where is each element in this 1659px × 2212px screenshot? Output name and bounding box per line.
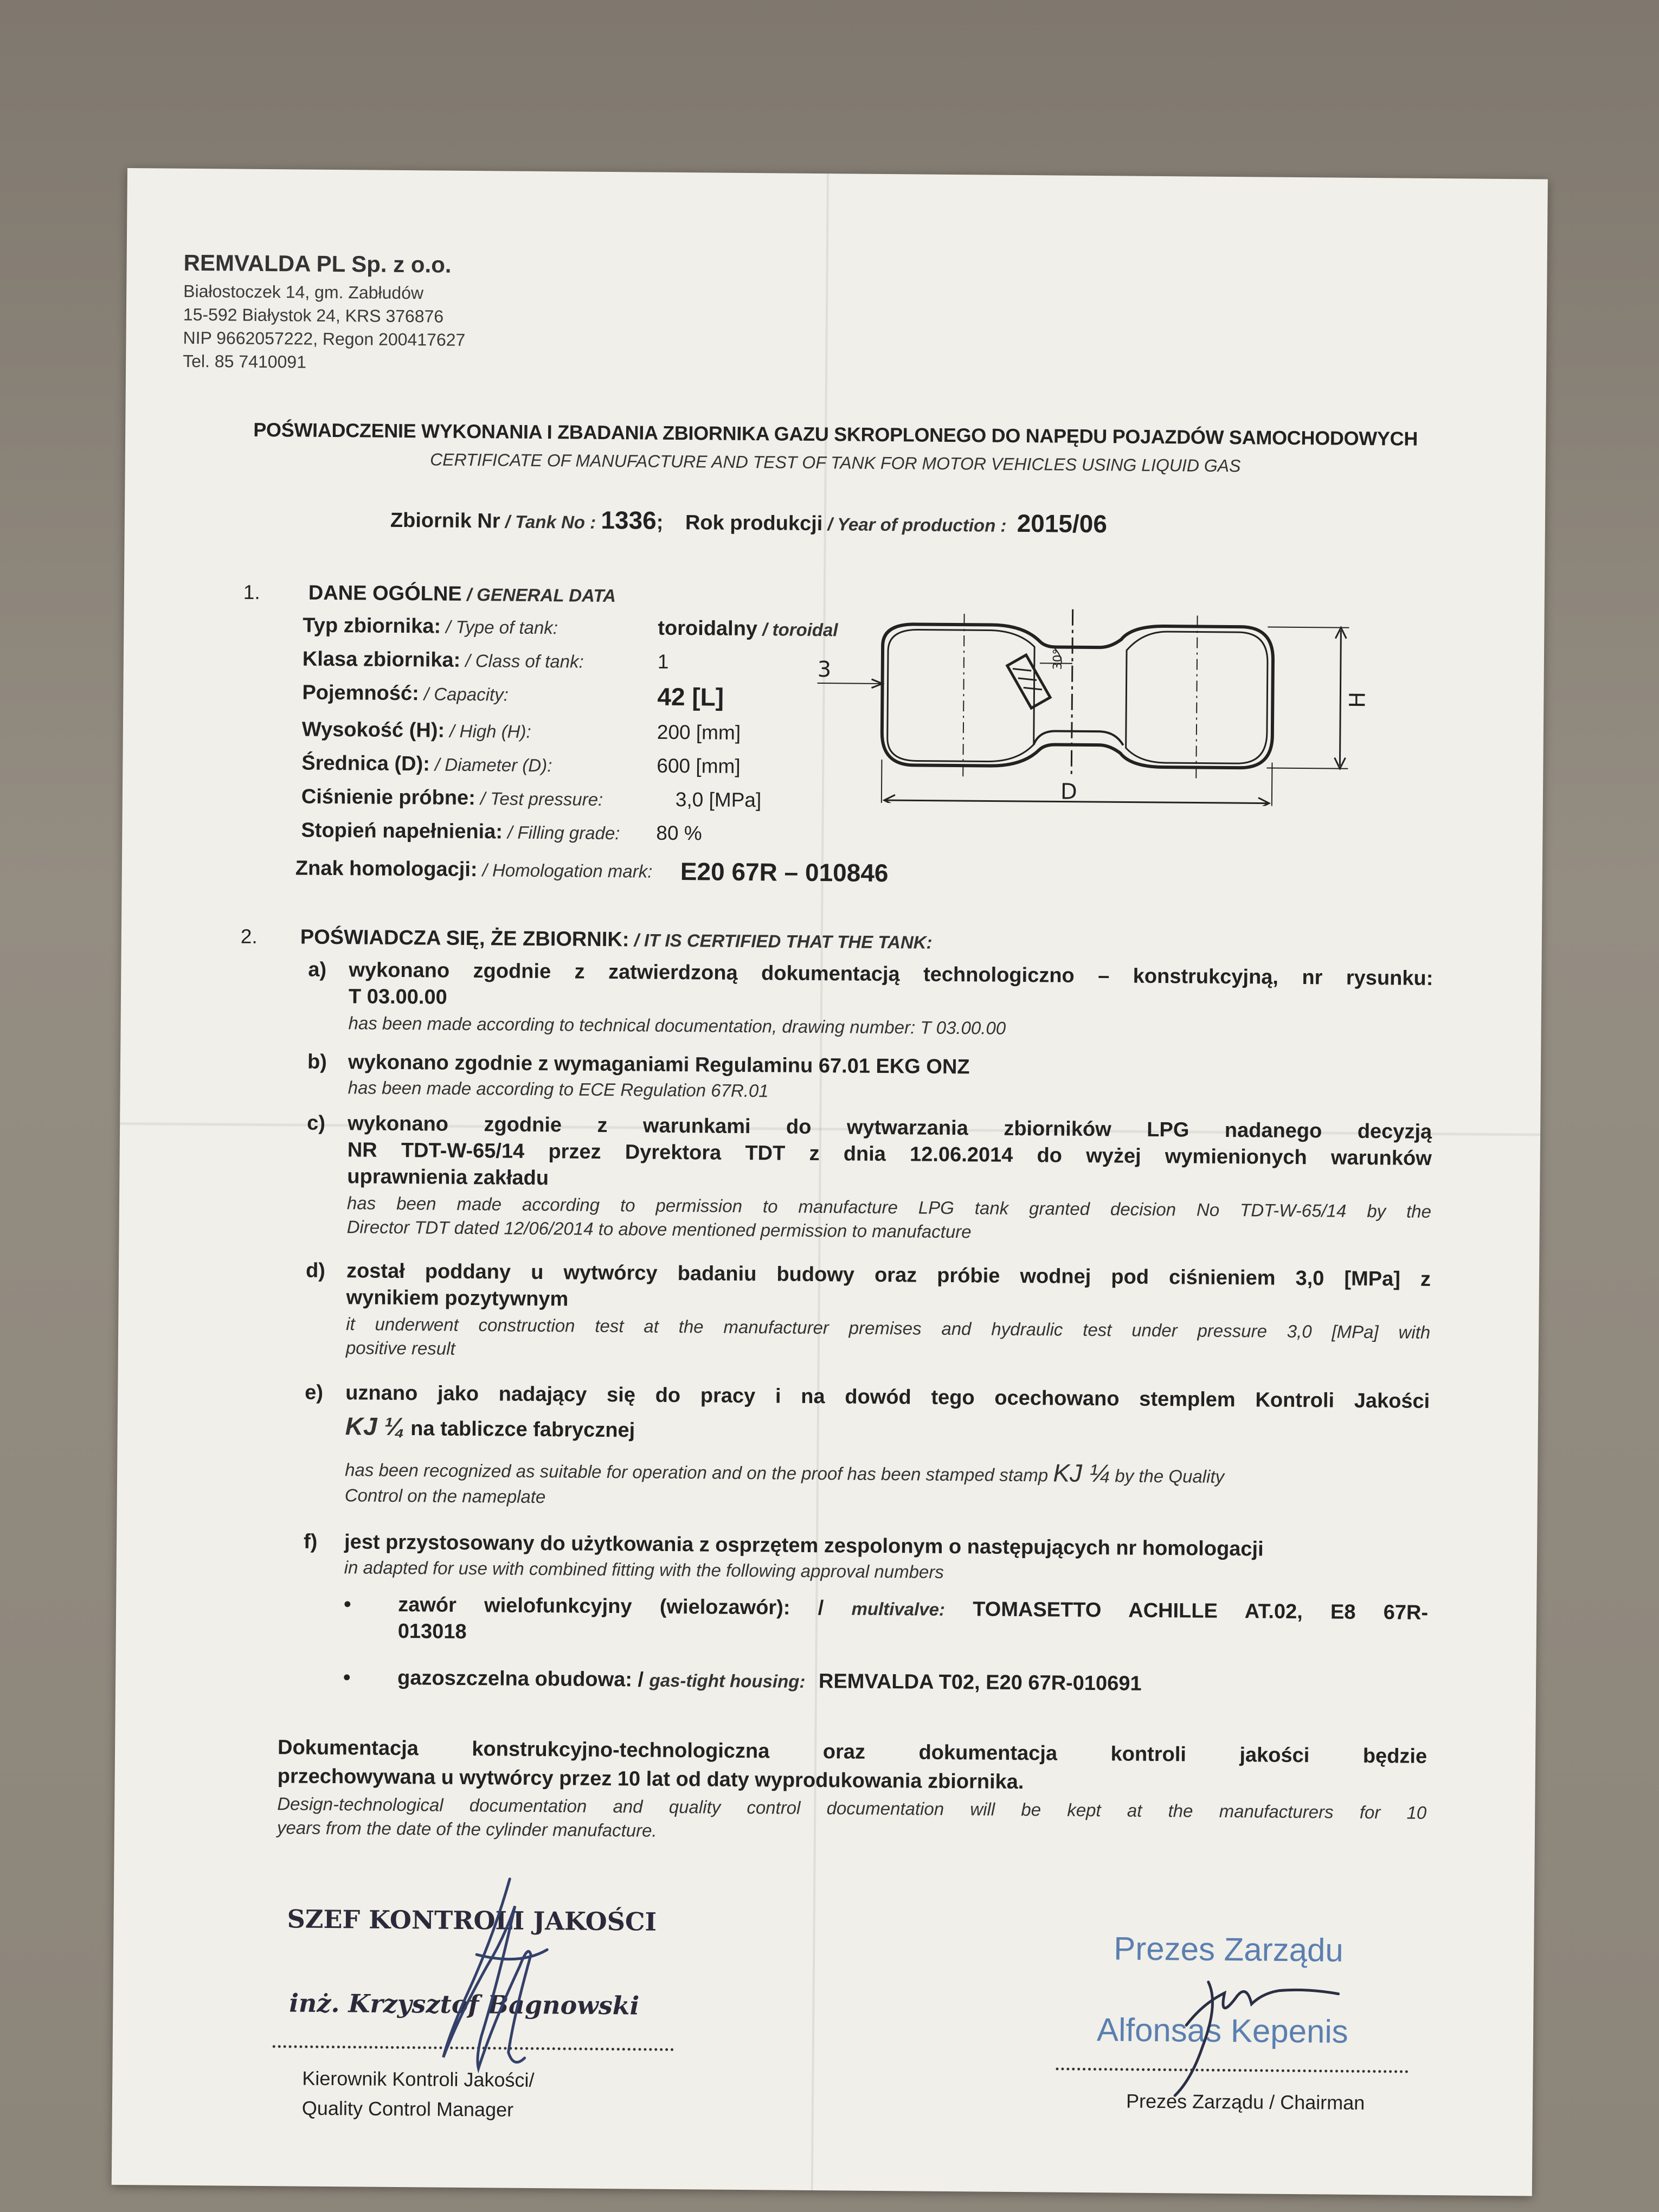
bullet-icon: • — [343, 1666, 351, 1689]
diagram-wall-label: 3 — [817, 657, 832, 683]
qc-stamp-title: SZEF KONTROLI JAKOŚCI — [287, 1904, 657, 1937]
section2-number: 2. — [240, 925, 258, 948]
homologation-row: Znak homologacji: / Homologation mark: E20 67R – 010846 — [295, 857, 889, 888]
title-en: CERTIFICATE OF MANUFACTURE AND TEST OF TANK FOR MOTOR VEHICLES USING LIQUID GAS — [430, 449, 1241, 476]
company-nip: NIP 9662057222, Regon 200417627 — [183, 327, 466, 350]
section1-number: 1. — [243, 581, 260, 603]
title-pl: POŚWIADCZENIE WYKONANIA I ZBADANIA ZBIORNIKA GAZU SKROPLONEGO DO NAPĘDU POJAZDÓW SAMOCHODOWYCH — [253, 418, 1418, 450]
company-header — [183, 250, 466, 374]
certificate-document: REMVALDA PL Sp. z o.o. Białostoczek 14, gm. Zabłudów 15-592 Białystok 24, KRS 376876 NIP 9662057222, Regon 200417627 Tel. 85 7410091 POŚWIADCZENIE WYKONANIA I ZBADANIA ZBIORNIKA GAZU SKROPLONEGO DO NAPĘDU POJAZDÓW SAMOCHODOWYCH CERTIFICATE OF MANUFACTURE AND TEST OF TANK FOR MOTOR VEHICLES USING LIQUID GAS Zbiornik Nr / Tank No : 1336; Rok produkcji / Year of production : 2015/06 1. DANE OGÓLNE / GENERAL DATA Typ zbiornika: / Type of tank: toroidalny / toroidal Klasa zbiornika: / Class of tank: 1 Pojemność: / Capacity: 42 [L] Wysokość (H): / High (H): 200 [mm] Średnica (D): / Diameter (D): 600 [mm] Ciśnienie próbne: / Test pressure: 3,0 [MPa] Stopień napełnienia: / Filling grade: 80 % Znak homologacji: / Homologation mark: E20 67R – 010846 30° H D 3 2. POŚWIADCZA SIĘ, ŻE ZBIORNIK: / IT IS CERTIFIED THAT THE TANK: a) wykonano zgodnie z zatwierdzoną dokumentacją technologiczno – konstrukcyjną, nr rysunku: T 03.00.00 has been made according to technical documentation, drawing number: T 03.00.00 b) wykonano zgodnie z wymaganiami Regulaminu 67.01 EKG ONZ has been made according to ECE Regulation 67R.01 c) wykonano zgodnie z warunkami do wytwarzania zbiorników LPG nadanego decyzją NR TDT-W-65/14 przez Dyrektora TDT z dnia 12.06.2014 do wyżej wymienionych warunków uprawnienia zakładu has been made according to permission to manufacture LPG tank granted decision No TDT-W-65/14 by the Director TDT dated 12/06/2014 to above mentioned permission to manufacture d) został poddany u wytwórcy badaniu budowy oraz próbie wodnej pod ciśnieniem 3,0 [MPa] z wynikiem pozytywnym it underwent construction test at the manufacturer premises and hydraulic test under pressure 3,0 [MPa] with positive result e) uznano jako nadający się do pracy i na dowód tego ocechowano stemplem Kontroli Jakości KJ ¼ na tabliczce fabrycznej has been recognized as suitable for operation and on the proof has been stamped stamp KJ ¼ by the Quality Control on the nameplate f) jest przystosowany do użytkowania z osprzętem zespolonym o następujących nr homologacji in adapted for use with combined fitting with the following approval numbers • zawór wielofunkcyjny (wielozawór): / multivalve: TOMASETTO ACHILLE AT.02, E8 67R- 013018 • gazoszczelna obudowa: / gas-tight housing: REMVALDA T02, E20 67R-010691 Dokumentacja konstrukcyjno-technologiczna oraz dokumentacja kontroli jakości będzie przechowywana u wytwórcy przez 10 lat od daty wyprodukowania zbiornika. Design-technological documentation and quality control documentation will be kept at the manufacturers for 10 years from the date of the cylinder manufacture. SZEF KONTROLI JAKOŚCI inż. Krzysztof Bagnowski Kierownik Kontroli Jakości/ Quality Control Manager Prezes Zarządu Alfonsas Kepenis Prezes Zarządu / Chairman — [112, 168, 1548, 2196]
qc-stamp-name: inż. Krzysztof Bagnowski — [289, 1988, 640, 2021]
data-row: Ciśnienie próbne: / Test pressure: 3,0 [MPa] — [301, 785, 762, 812]
company-address-2: 15-592 Białystok 24, KRS 376876 — [183, 304, 444, 326]
tank-line: Zbiornik Nr / Tank No : 1336; Rok produkcji / Year of production : 2015/06 — [390, 505, 1108, 538]
company-address-1: Białostoczek 14, gm. Zabłudów — [183, 281, 424, 303]
signature-left — [383, 1873, 602, 2102]
closing-paragraph: Dokumentacja konstrukcyjno-technologiczna oraz dokumentacja kontroli jakości będzie przechowywana u wytwórcy przez 10 lat od daty wyprodukowania zbiornika. Design-technological documentation and quality control documentation will be kept at the manufacturers for 10 years from the date of the cylinder manufacture. — [276, 1736, 1427, 1841]
data-row: Średnica (D): / Diameter (D): 600 [mm] — [301, 751, 741, 777]
chairman-stamp-name: Alfonsas Kepenis — [1096, 2011, 1348, 2050]
clause-b: wykonano zgodnie z wymaganiami Regulaminu 67.01 EKG ONZ has been made according to ECE Regulation 67R.01 — [348, 1051, 970, 1101]
qc-caption-1: Kierownik Kontroli Jakości/ — [302, 2067, 535, 2092]
company-name: REMVALDA PL Sp. z o.o. — [183, 249, 452, 278]
clause-e: uznano jako nadający się do pracy i na dowód tego ocechowano stemplem Kontroli Jakości KJ ¼ na tabliczce fabrycznej has been recognized as suitable for operation and on the proof has been stamped stamp KJ ¼ by the Quality Control on the nameplate — [344, 1381, 1430, 1507]
qc-stamp-mark: KJ ¼ — [345, 1412, 405, 1441]
data-row: Wysokość (H): / High (H): 200 [mm] — [301, 718, 741, 744]
bullet-icon: • — [344, 1593, 351, 1616]
clause-c: wykonano zgodnie z warunkami do wytwarzania zbiorników LPG nadanego decyzją NR TDT-W-65/14 przez Dyrektora TDT z dnia 12.06.2014 do wyżej wymienionych warunków uprawnienia zakładu has been made according to permission to manufacture LPG tank granted decision No TDT-W-65/14 by the Director TDT dated 12/06/2014 to above mentioned permission to manufacture — [346, 1112, 1432, 1242]
data-row: Klasa zbiornika: / Class of tank: 1 — [302, 647, 669, 673]
diagram-angle-label: 30° — [1051, 648, 1065, 670]
bullet-multivalve: zawór wielofunkcyjny (wielozawór): / multivalve: TOMASETTO ACHILLE AT.02, E8 67R- 013018 — [397, 1593, 1429, 1643]
tank-label: Zbiornik Nr — [390, 509, 500, 533]
diagram-diameter-label: D — [1060, 779, 1078, 805]
year-label: Rok produkcji — [685, 511, 823, 536]
chairman-caption: Prezes Zarządu / Chairman — [1126, 2089, 1365, 2114]
diagram-height-label: H — [1345, 691, 1371, 709]
qc-caption-2: Quality Control Manager — [301, 2097, 514, 2121]
chairman-stamp-title: Prezes Zarządu — [1114, 1930, 1344, 1969]
tank-diagram — [806, 607, 1469, 808]
clause-f: jest przystosowany do użytkowania z osprzętem zespolonym o następujących nr homologacji in adapted for use with combined fitting with the following approval numbers — [344, 1531, 1264, 1582]
production-year: 2015/06 — [1017, 509, 1108, 538]
tank-number: 1336 — [601, 505, 657, 535]
section2-title: POŚWIADCZA SIĘ, ŻE ZBIORNIK: / IT IS CERTIFIED THAT THE TANK: — [300, 925, 933, 953]
clause-d: został poddany u wytwórcy badaniu budowy oraz próbie wodnej pod ciśnieniem 3,0 [MPa] z wynikiem pozytywnym it underwent construction test at the manufacturer premises and hydraulic test under pressure 3,0 [MPa] with positive result — [345, 1259, 1431, 1359]
bullet-housing: gazoszczelna obudowa: / gas-tight housing: REMVALDA T02, E20 67R-010691 — [397, 1666, 1142, 1695]
data-row: Typ zbiornika: / Type of tank: toroidalny / toroidal — [303, 614, 838, 641]
clause-a: wykonano zgodnie z zatwierdzoną dokumentacją technologiczno – konstrukcyjną, nr rysunku: T 03.00.00 has been made according to technical documentation, drawing number: T 03.00.00 — [348, 959, 1433, 1038]
signature-right — [1142, 1960, 1371, 2102]
data-row: Pojemność: / Capacity: 42 [L] — [302, 681, 724, 711]
company-tel: Tel. 85 7410091 — [183, 351, 307, 372]
homologation-mark: E20 67R – 010846 — [680, 857, 889, 888]
section1-title: DANE OGÓLNE / GENERAL DATA — [308, 581, 616, 606]
data-row: Stopień napełnienia: / Filling grade: 80 % — [301, 819, 702, 845]
